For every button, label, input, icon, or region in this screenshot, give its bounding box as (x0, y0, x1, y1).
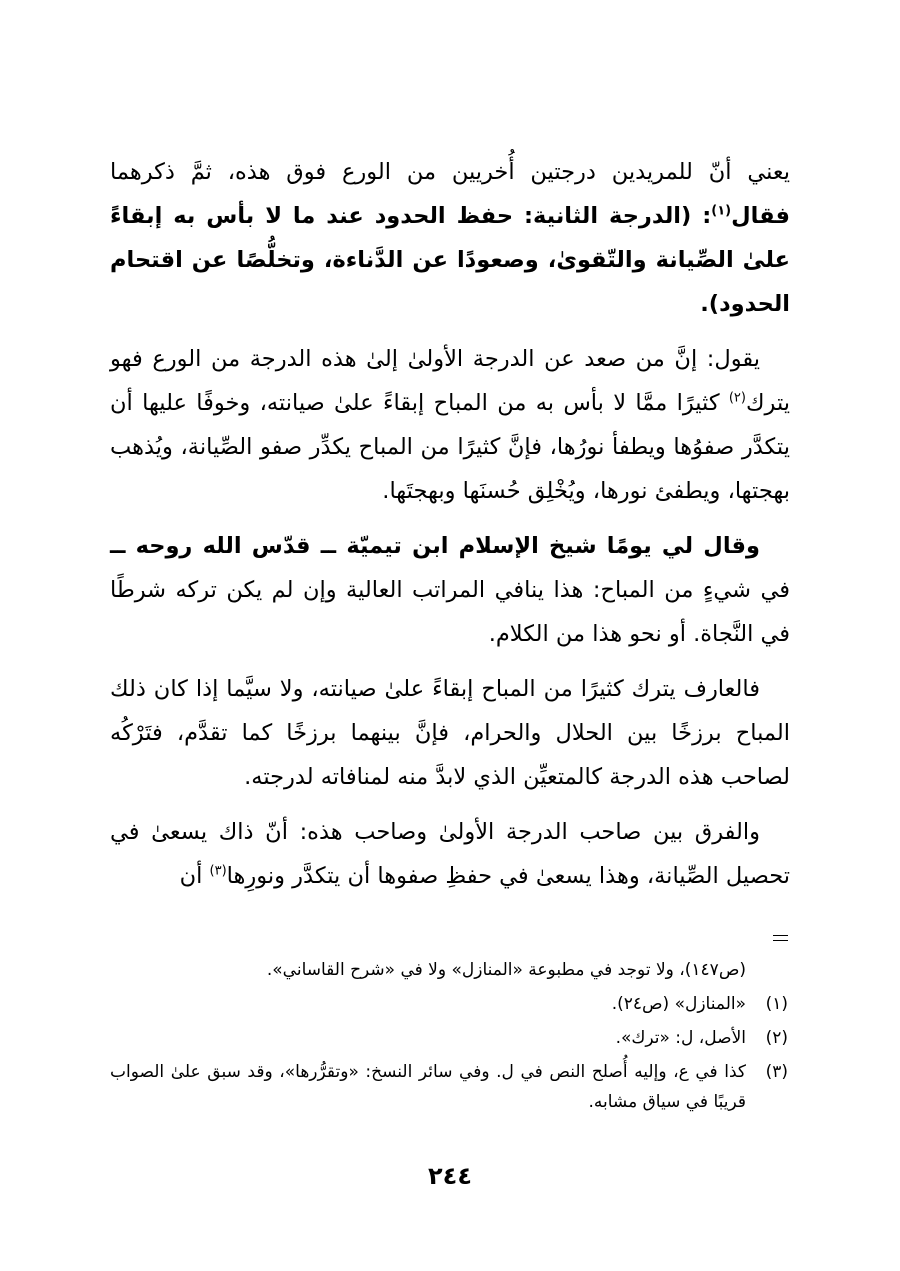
paragraph-2-text-b: كثيرًا ممَّا لا بأس به من المباح إبقاءً علىٰ صيانته، وخوفًا عليها أن يتكدَّر صفوُها ويطفأ نورُها، فإنَّ كثيرًا من المباح يكدِّر صفو الصِّيانة، ويُذهب بهجتها، ويطفئ نورها، ويُخْلِق حُسنَها وبهجتَها. (110, 390, 790, 504)
footnote-3-text: كذا في ع، وإليه أُصلح النص في ل. وفي سائر النسخ: «وتقرُّرها»، وقد سبق علىٰ الصواب قريبًا في سياق مشابه. (110, 1062, 746, 1112)
footnote-2 (110, 1023, 788, 1053)
footnote-ref-3: (٣) (209, 863, 227, 879)
footnote-continuation (110, 955, 788, 985)
footnote-continuation-text: (ص١٤٧)، ولا توجد في مطبوعة «المنازل» ولا في «شرح القاساني». (266, 960, 746, 980)
paragraph-2 (110, 337, 790, 513)
footnote-ref-2: (٢) (728, 390, 746, 406)
footnote-separator-line-2 (773, 940, 788, 941)
paragraph-5 (110, 810, 790, 898)
paragraph-2-text-a: يقول: إنَّ من صعد عن الدرجة الأولىٰ إلىٰ هذه الدرجة من الورع فهو يترك (110, 346, 790, 416)
paragraph-3 (110, 524, 790, 656)
footnote-ref-1: (١) (711, 203, 732, 219)
page-number: ٢٤٤ (428, 1162, 472, 1190)
paragraph-5-text-a: والفرق بين صاحب الدرجة الأولىٰ وصاحب هذه: أنّ ذاك يسعىٰ في تحصيل الصِّيانة، وهذا يسعىٰ في حفظِ صفوها أن يتكدَّر ونورِها (110, 819, 790, 889)
main-text (110, 150, 790, 909)
footnote-2-text: الأصل، ل: «ترك». (615, 1028, 746, 1048)
footnote-1-number: (١) (765, 994, 788, 1014)
paragraph-4 (110, 667, 790, 799)
paragraph-1 (110, 150, 790, 326)
paragraph-4-text: فالعارف يترك كثيرًا من المباح إبقاءً علىٰ صيانته، ولا سيَّما إذا كان ذلك المباح برزخًا بين الحلال والحرام، فإنَّ بينهما برزخًا كما تقدَّم، فتَرْكُه لصاحب هذه الدرجة كالمتعيِّن الذي لابدَّ منه لمنافاته لدرجته. (110, 676, 790, 790)
footnote-1-text: «المنازل» (ص٢٤). (611, 994, 746, 1014)
footnote-list (110, 955, 788, 1121)
footnote-separator (773, 935, 788, 936)
paragraph-1-text: يعني أنّ للمريدين درجتين أُخريين من الورع فوق هذه، ثمَّ ذكرهما (110, 159, 790, 185)
footnote-1 (110, 989, 788, 1019)
paragraph-3-bold: وقال لي يومًا شيخ الإسلام ابن تيميّة ــ قدّس الله روحه ــ (110, 533, 760, 559)
paragraph-1-bold-intro: فقال (731, 203, 790, 229)
footnote-3-number: (٣) (765, 1062, 788, 1082)
footnote-3 (110, 1057, 788, 1117)
paragraph-1-quote: : (الدرجة الثانية: حفظ الحدود عند ما لا بأس به إبقاءً علىٰ الصِّيانة والتّقوىٰ، وصعودًا عن الدَّناءة، وتخلُّصًا عن اقتحام الحدود). (110, 203, 790, 317)
paragraph-5-text-b: أن (179, 863, 210, 889)
paragraph-3-text: في شيءٍ من المباح: هذا ينافي المراتب العالية وإن لم يكن تركه شرطًا في النَّجاة. أو نحو هذا من الكلام. (110, 577, 790, 647)
footnote-2-number: (٢) (765, 1028, 788, 1048)
